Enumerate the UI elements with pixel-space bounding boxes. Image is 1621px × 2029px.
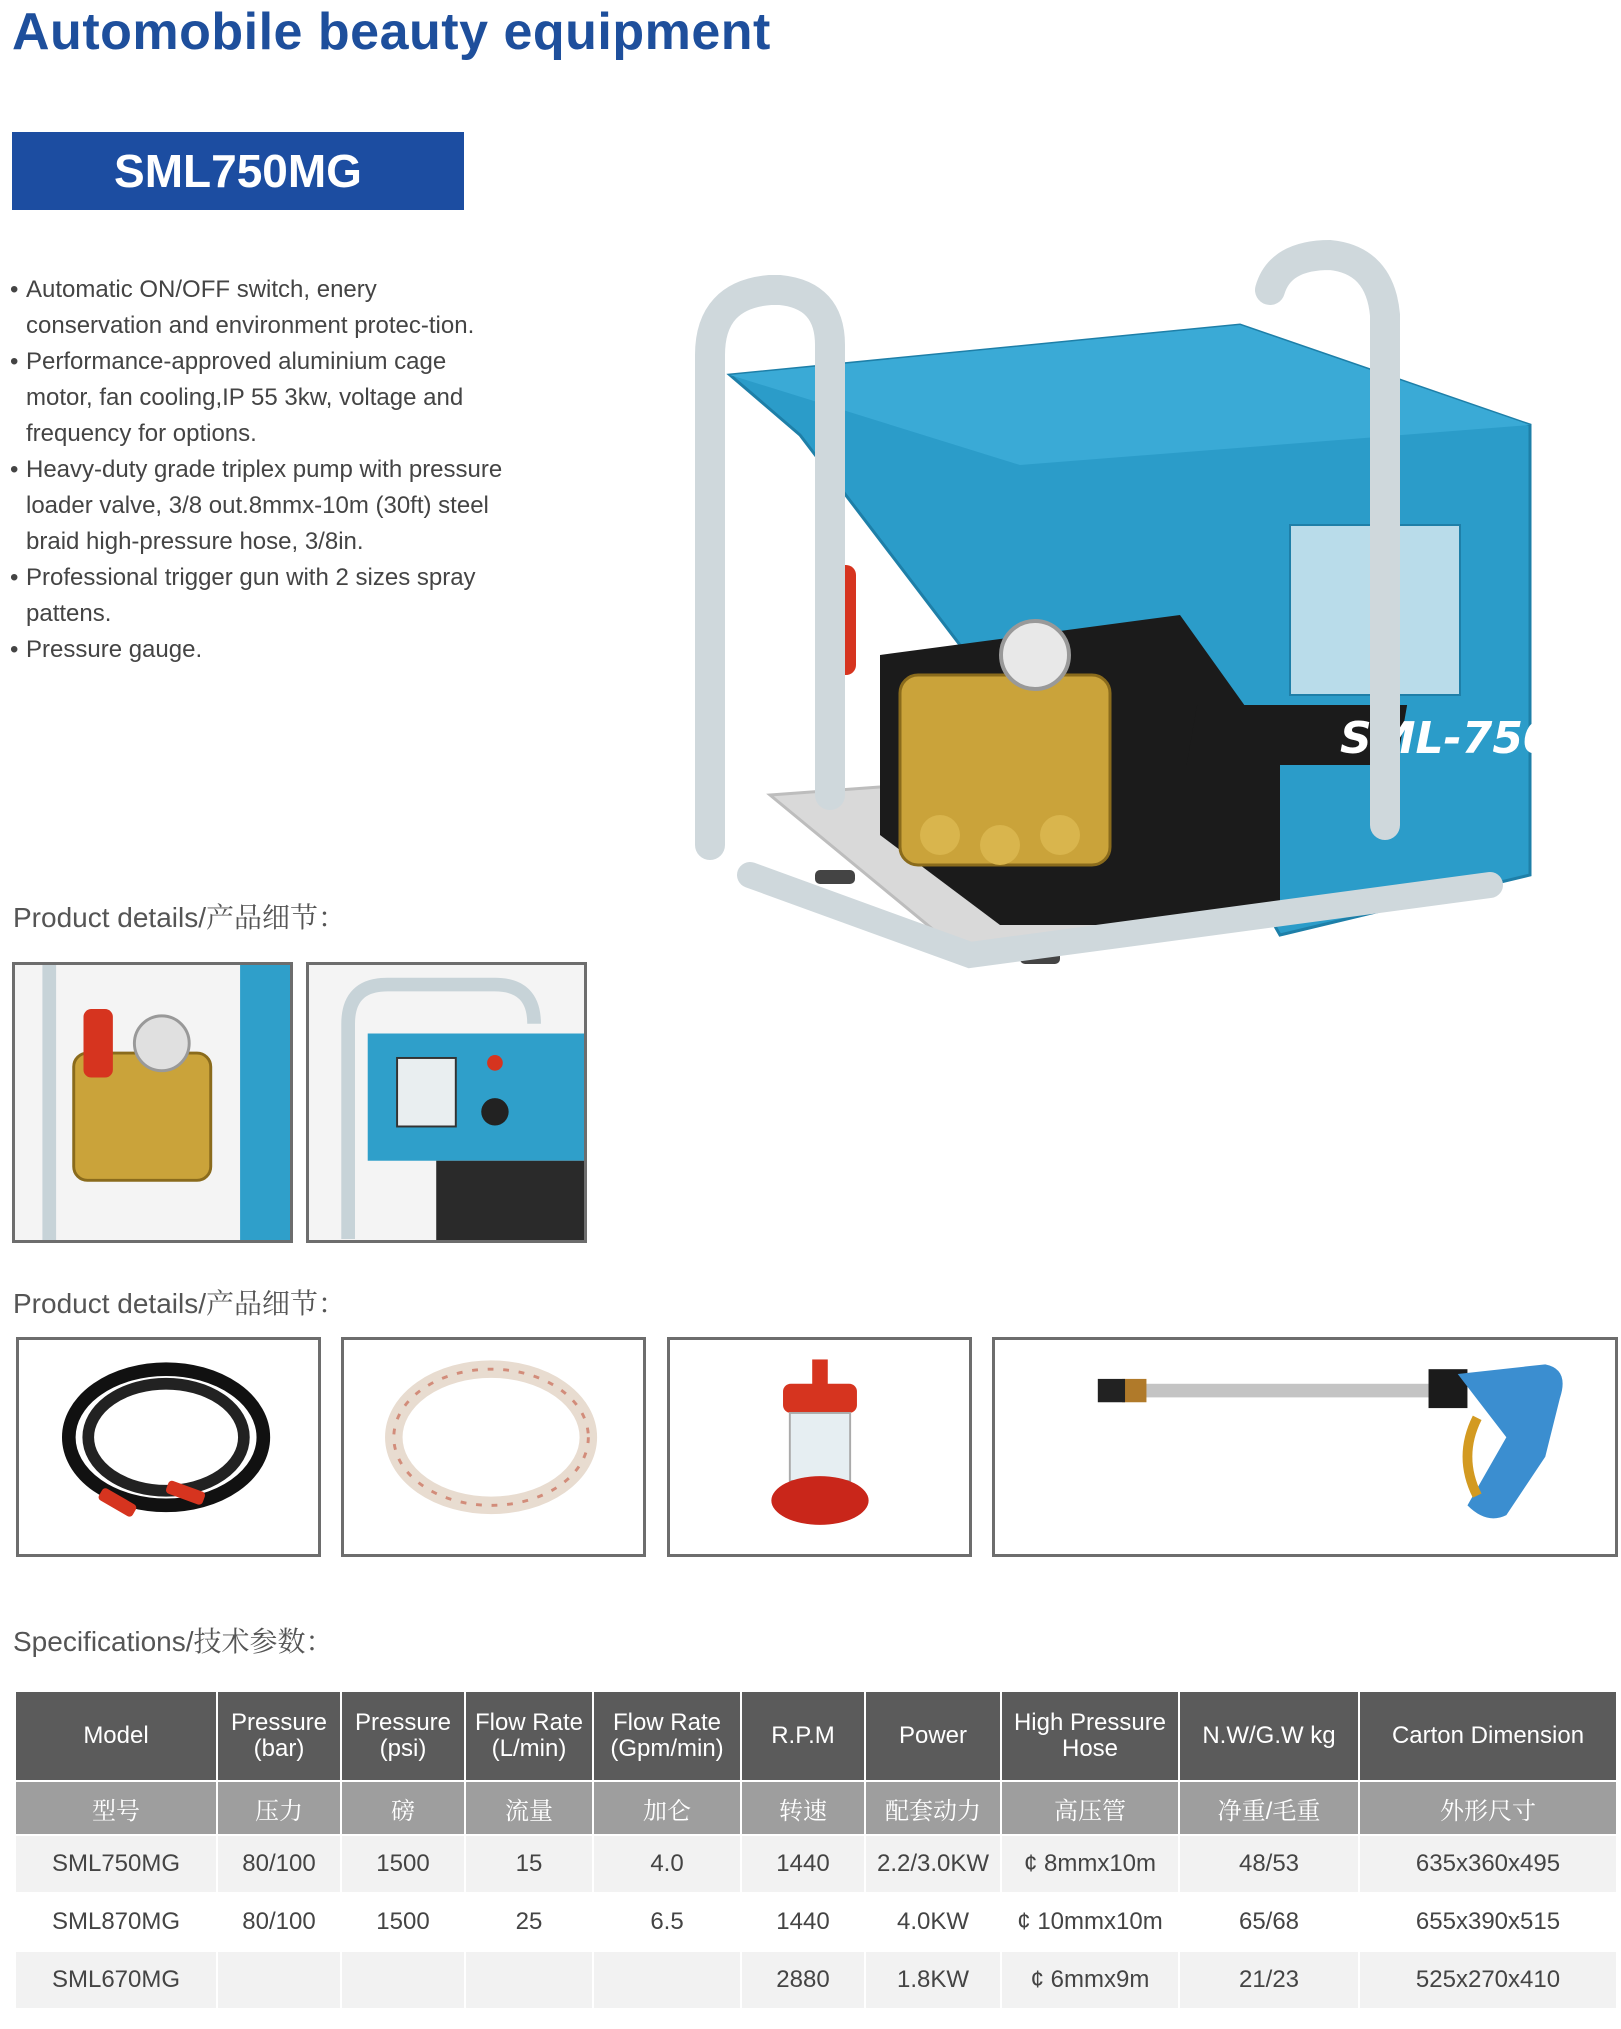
- table-cell: [593, 1951, 741, 2009]
- col-header: Pressure (psi): [341, 1691, 465, 1781]
- accessory-filter: [667, 1337, 972, 1557]
- table-cell: SML750MG: [15, 1835, 217, 1893]
- table-cell: 1500: [341, 1893, 465, 1951]
- col-header: Model: [15, 1691, 217, 1781]
- table-cell: 4.0KW: [865, 1893, 1001, 1951]
- table-cell: ¢ 8mmx10m: [1001, 1835, 1179, 1893]
- table-cell: SML870MG: [15, 1893, 217, 1951]
- table-cell: SML670MG: [15, 1951, 217, 2009]
- specifications-table: [14, 1690, 1618, 2010]
- col-header: Flow Rate (L/min): [465, 1691, 593, 1781]
- table-cell: 2.2/3.0KW: [865, 1835, 1001, 1893]
- table-cell: ¢ 10mmx10m: [1001, 1893, 1179, 1951]
- detail-photo-pump: [12, 962, 293, 1243]
- table-cell: [341, 1951, 465, 2009]
- col-header: Flow Rate (Gpm/min): [593, 1691, 741, 1781]
- table-cell: 48/53: [1179, 1835, 1359, 1893]
- details-heading-2: Product details/产品细节：: [13, 1288, 346, 1319]
- table-cell: 6.5: [593, 1893, 741, 1951]
- table-cell: 65/68: [1179, 1893, 1359, 1951]
- table-cell: 525x270x410: [1359, 1951, 1617, 2009]
- table-cell: 1.8KW: [865, 1951, 1001, 2009]
- table-cell: [217, 1951, 341, 2009]
- col-header: Power: [865, 1691, 1001, 1781]
- table-cell: 655x390x515: [1359, 1893, 1617, 1951]
- control-panel-image: [309, 965, 584, 1240]
- col-header-cn: 净重/毛重: [1179, 1781, 1359, 1835]
- table-cell: 80/100: [217, 1835, 341, 1893]
- feature-list: [10, 272, 510, 668]
- water-filter-image: [670, 1340, 969, 1554]
- table-cell: [465, 1951, 593, 2009]
- feature-item: • Professional trigger gun with 2 sizes spray pattens.: [10, 560, 510, 632]
- table-row: [15, 1951, 1617, 2009]
- table-row: [15, 1893, 1617, 1951]
- col-header-cn: 转速: [741, 1781, 865, 1835]
- table-cell: 80/100: [217, 1893, 341, 1951]
- table-cell: 25: [465, 1893, 593, 1951]
- table-cell: 1440: [741, 1835, 865, 1893]
- trigger-gun-image: [995, 1340, 1615, 1554]
- product-photo: [640, 235, 1570, 1035]
- feature-item: • Automatic ON/OFF switch, enery conservation and environment protec-tion.: [10, 272, 510, 344]
- header-row-cn: [15, 1781, 1617, 1835]
- col-header-cn: 压力: [217, 1781, 341, 1835]
- feature-item: • Heavy-duty grade triplex pump with pressure loader valve, 3/8 out.8mmx-10m (30ft) steel braid high-pressure hose, 3/8in.: [10, 452, 510, 560]
- details-heading-1: Product details/产品细节：: [13, 902, 346, 933]
- col-header-cn: 型号: [15, 1781, 217, 1835]
- table-cell: 15: [465, 1835, 593, 1893]
- model-banner: SML750MG: [12, 132, 464, 210]
- feature-item: • Pressure gauge.: [10, 632, 510, 668]
- accessory-spray-gun: [992, 1337, 1618, 1557]
- col-header-cn: 高压管: [1001, 1781, 1179, 1835]
- accessory-suction-hose: [341, 1337, 646, 1557]
- table-cell: 21/23: [1179, 1951, 1359, 2009]
- table-cell: 1500: [341, 1835, 465, 1893]
- table-cell: ¢ 6mmx9m: [1001, 1951, 1179, 2009]
- table-cell: 635x360x495: [1359, 1835, 1617, 1893]
- col-header-cn: 配套动力: [865, 1781, 1001, 1835]
- col-header: Carton Dimension: [1359, 1691, 1617, 1781]
- table-cell: 4.0: [593, 1835, 741, 1893]
- table-cell: 1440: [741, 1893, 865, 1951]
- col-header: Pressure (bar): [217, 1691, 341, 1781]
- col-header-cn: 流量: [465, 1781, 593, 1835]
- high-pressure-hose-image: [19, 1340, 318, 1554]
- col-header-cn: 磅: [341, 1781, 465, 1835]
- suction-hose-image: [344, 1340, 643, 1554]
- header-row-en: [15, 1691, 1617, 1781]
- table-cell: 2880: [741, 1951, 865, 2009]
- col-header: R.P.M: [741, 1691, 865, 1781]
- feature-item: • Performance-approved aluminium cage motor, fan cooling,IP 55 3kw, voltage and frequency for options.: [10, 344, 510, 452]
- detail-photo-control-panel: [306, 962, 587, 1243]
- specs-heading: Specifications/技术参数：: [13, 1626, 334, 1657]
- pressure-washer-image: [640, 235, 1570, 1035]
- table-row: [15, 1835, 1617, 1893]
- page-title: Automobile beauty equipment: [12, 3, 771, 61]
- col-header-cn: 加仑: [593, 1781, 741, 1835]
- col-header: N.W/G.W kg: [1179, 1691, 1359, 1781]
- accessory-hose: [16, 1337, 321, 1557]
- product-label: SML-750: [1340, 713, 1554, 764]
- col-header: High Pressure Hose: [1001, 1691, 1179, 1781]
- col-header-cn: 外形尺寸: [1359, 1781, 1617, 1835]
- pump-detail-image: [15, 965, 290, 1240]
